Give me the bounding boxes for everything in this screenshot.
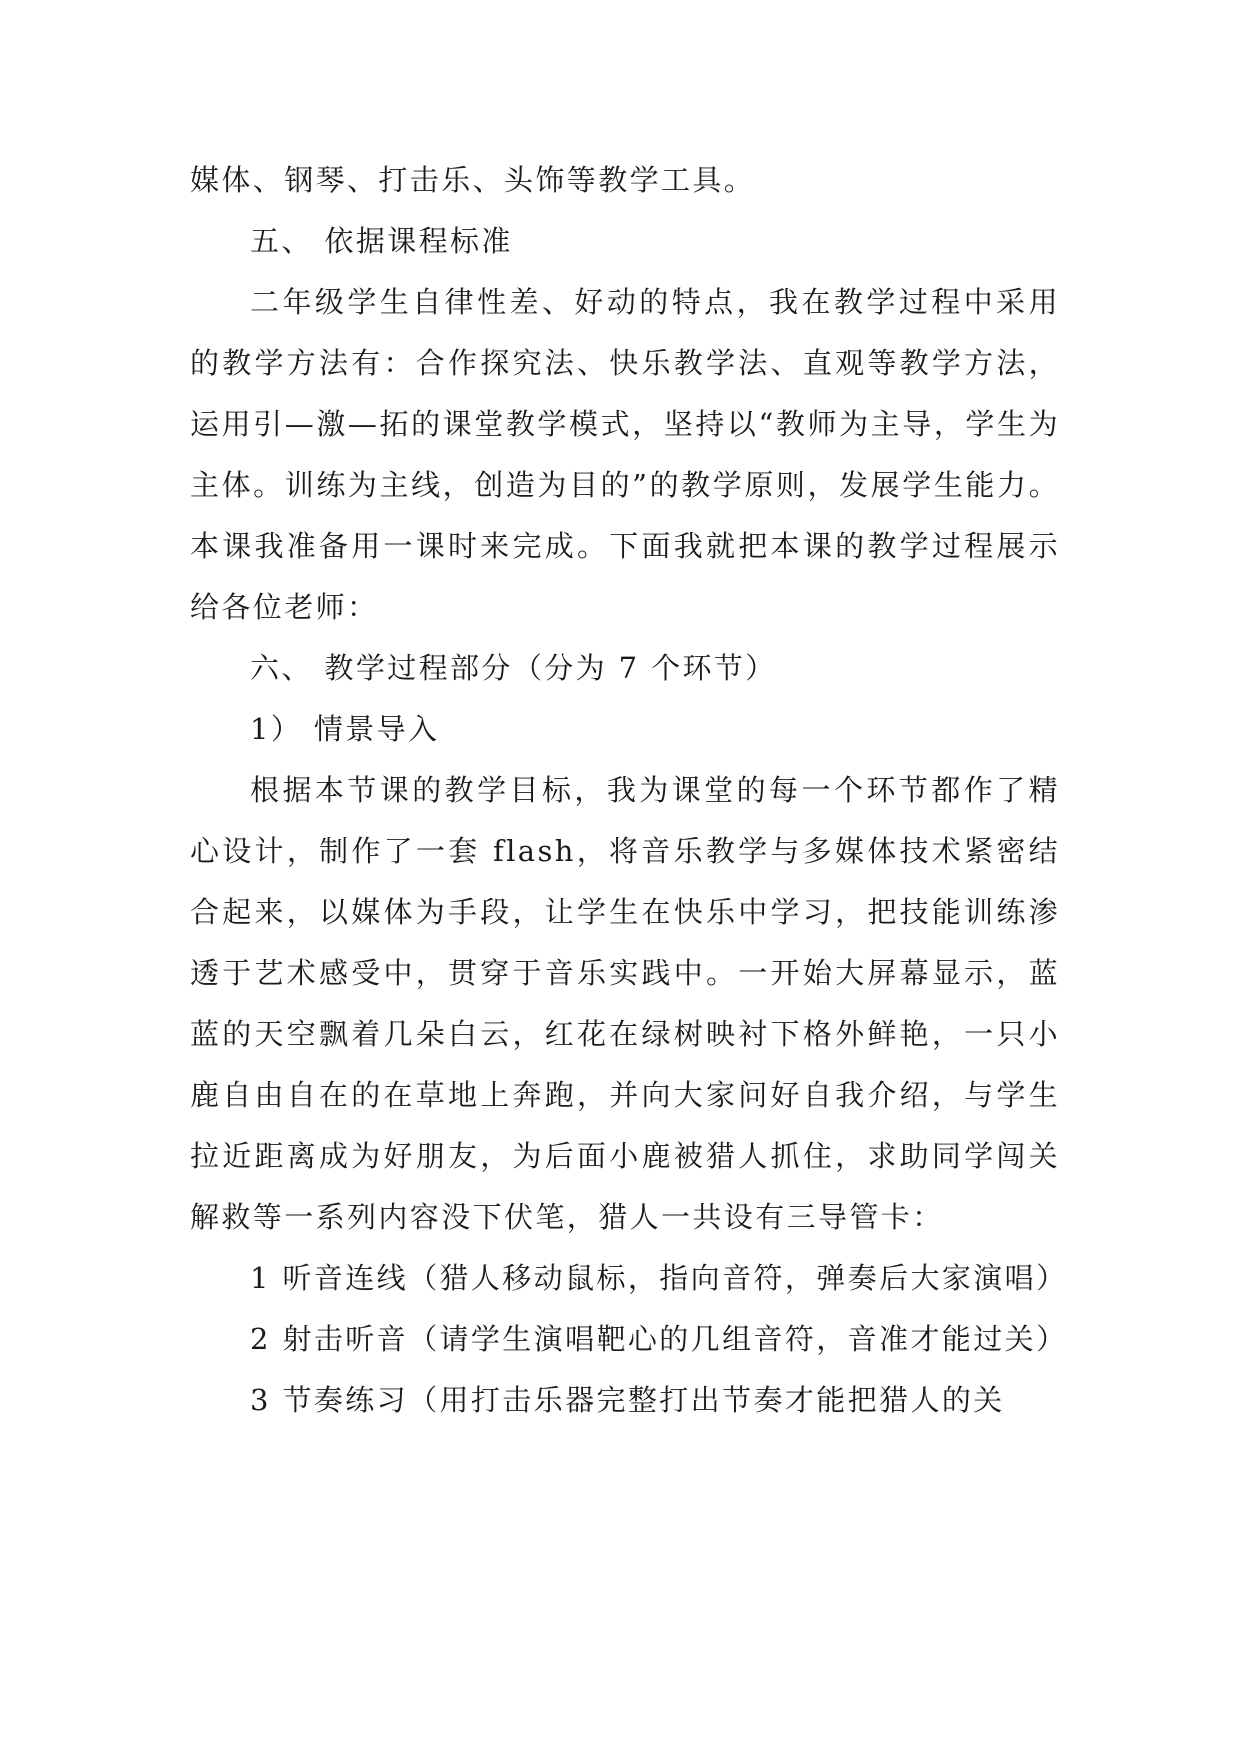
section-heading-teaching-process: 六、 教学过程部分（分为 7 个环节） [250,651,777,685]
section-heading-curriculum-standard: 五、 依据课程标准 [250,224,513,258]
paragraph-scene-introduction: 根据本节课的教学目标，我为课堂的每一个环节都作了精心设计，制作了一套 flash，将音乐教学与多媒体技术紧密结合起来，以媒体为手段，让学生在快乐中学习，把技能训练渗透于艺术感受中，贯穿于音乐实践中。一开始大屏幕显示，蓝蓝的天空飘着几朵白云，红花在绿树映衬下格外鲜艳，一只小鹿自由自在的在草地上奔跑，并向大家问好自我介绍，与学生拉近距离成为好朋友，为后面小鹿被猎人抓住，求助同学闯关解救等一系列内容没下伏笔，猎人一共设有三导管卡： [190,773,1060,1234]
list-item-level-3: 3 节奏练习（用打击乐器完整打出节奏才能把猎人的关 [250,1383,1005,1417]
document-body [190,150,1068,1431]
subheading-scene-introduction: 1） 情景导入 [250,712,440,746]
paragraph-teaching-methods: 二年级学生自律性差、好动的特点，我在教学过程中采用的教学方法有：合作探究法、快乐教学法、直观等教学方法，运用引—激—拓的课堂教学模式，坚持以“教师为主导，学生为主体。训练为主线，创造为目的”的教学原则，发展学生能力。本课我准备用一课时来完成。下面我就把本课的教学过程展示给各位老师： [190,285,1060,624]
list-item-level-2: 2 射击听音（请学生演唱靶心的几组音符，音准才能过关） [250,1322,1068,1356]
list-item-level-1: 1 听音连线（猎人移动鼠标，指向音符，弹奏后大家演唱） [250,1261,1068,1295]
paragraph-teaching-tools: 媒体、钢琴、打击乐、头饰等教学工具。 [190,163,756,197]
